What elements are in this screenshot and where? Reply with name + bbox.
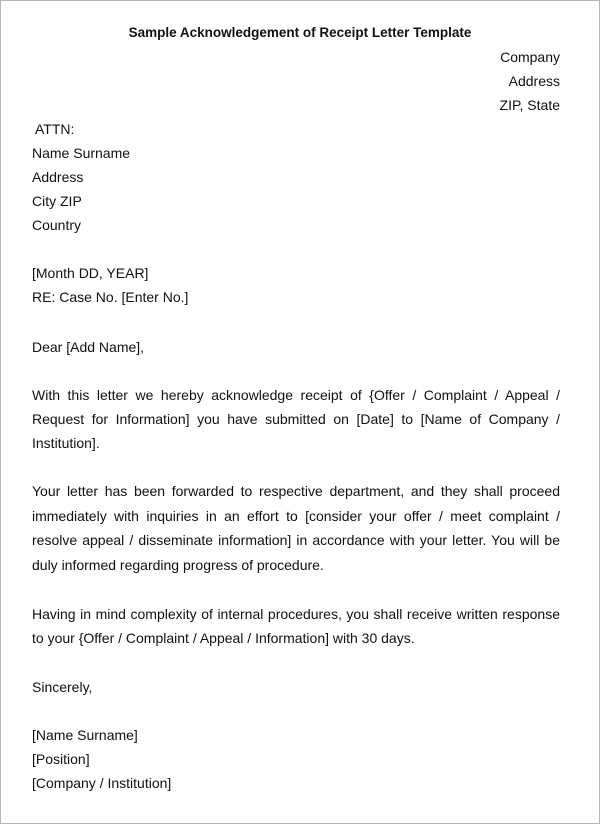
paragraph-2 — [32, 479, 560, 578]
sender-company: Company — [500, 49, 560, 65]
recipient-address — [32, 117, 560, 237]
paragraph-3 — [32, 602, 560, 650]
case-reference: RE: Case No. [Enter No.] — [32, 289, 189, 305]
salutation: Dear [Add Name], — [32, 339, 145, 355]
paragraph-line: resolve appeal / disseminate information] in accordance with your letter. You will be — [32, 532, 560, 549]
sender-zip-state: ZIP, State — [499, 97, 560, 113]
signature-position: [Position] — [32, 751, 90, 767]
paragraph-line: Your letter has been forwarded to respective department, and they shall proceed — [32, 483, 560, 499]
paragraph-line: Request for Information] you have submitted on [Date] to [Name of Company / — [32, 411, 560, 427]
letter-date: [Month DD, YEAR] — [32, 265, 149, 281]
date-re-block — [32, 261, 560, 309]
attn-label: ATTN: — [35, 121, 75, 137]
closing: Sincerely, — [32, 679, 93, 695]
paragraph-line: to your {Offer / Complaint / Appeal / Information] with 30 days. — [32, 630, 415, 646]
signature-block — [32, 723, 560, 795]
recipient-city-zip: City ZIP — [32, 193, 82, 209]
recipient-country: Country — [32, 217, 82, 233]
paragraph-1 — [32, 383, 560, 455]
signature-company: [Company / Institution] — [32, 775, 172, 791]
recipient-address-line: Address — [32, 169, 84, 185]
paragraph-line: Having in mind complexity of internal procedures, you shall receive written response — [32, 606, 560, 622]
sender-address-line: Address — [508, 73, 560, 89]
sender-address — [32, 45, 560, 117]
recipient-name: Name Surname — [32, 145, 131, 161]
document-title: Sample Acknowledgement of Receipt Letter Template — [128, 25, 472, 40]
paragraph-line: With this letter we hereby acknowledge receipt of {Offer / Complaint / Appeal / — [32, 387, 560, 403]
signature-name: [Name Surname] — [32, 727, 138, 743]
paragraph-line: Institution]. — [32, 435, 100, 451]
paragraph-line: immediately with inquiries in an effort to [consider your offer / meet complaint / — [32, 507, 560, 524]
paragraph-line: duly informed regarding progress of procedure. — [32, 557, 324, 574]
